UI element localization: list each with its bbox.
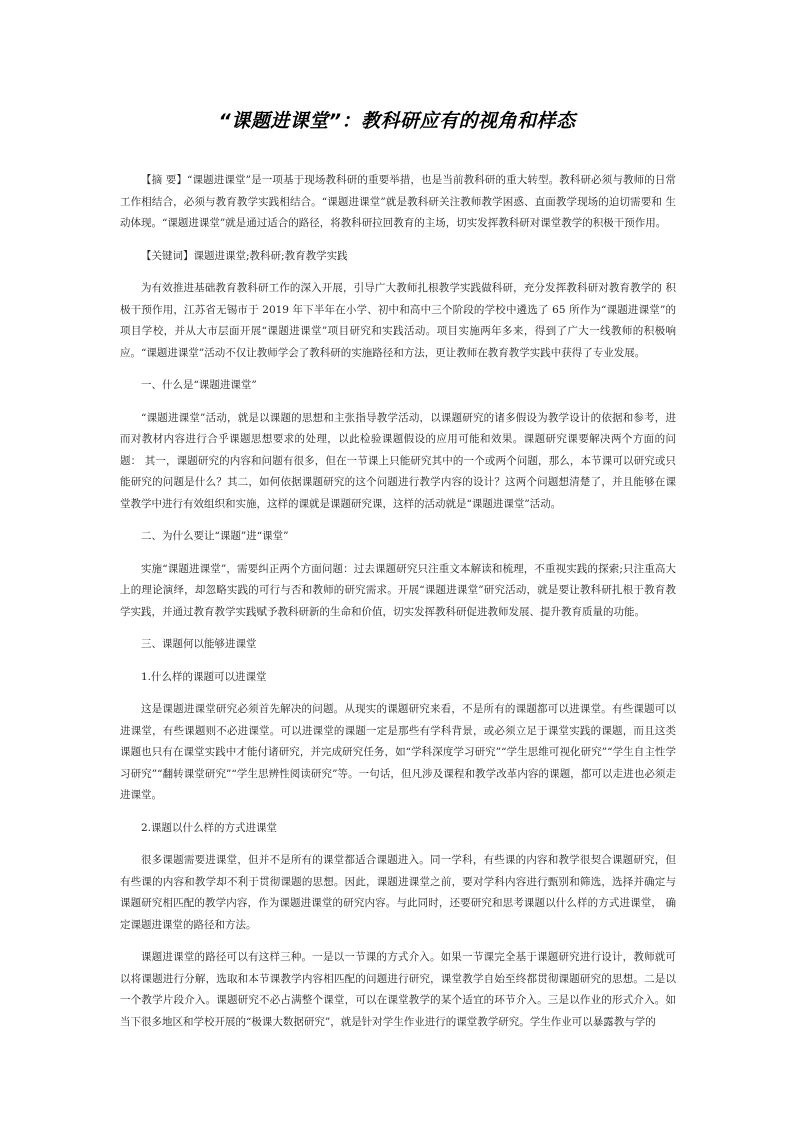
document-title: “课题进课堂”：教科研应有的视角和样态 <box>218 110 576 132</box>
subsection-paragraph-2: 很多课题需要进课堂，但并不是所有的课堂都适合课题进入。同一学科，有些课的内容和教学很契合课题研究，但有些课的内容和教学却不利于贯彻课题的思想。因此，课题进课堂之前，要对学科内容进行甄别和筛选，选择并确定与课题研究相匹配的教学内容，作为课题进课堂的研究内容。与此同时，还要研究和思考课题以什么样的方式进课堂， 确定课题进课堂的路径和方法。 <box>120 854 676 931</box>
section-paragraph-2: 实施“课题进课堂”，需要纠正两个方面问题：过去课题研究只注重文本解读和梳理，不重视实践的探索;只注重高大上的理论演绎，却忽略实践的可行与否和教师的研究需求。开展“课题进课堂”研究活动，就是要让教科研扎根于教育教学实践，并通过教育教学实践赋予教科研新的生命和价值，切实发挥教科研促进教师发展、提升教育质量的功能。 <box>120 562 676 618</box>
section-paragraph-1: “课题进课堂”活动，就是以课题的思想和主张指导教学活动，以课题研究的诸多假设为教学设计的依据和参考，进而对教材内容进行合乎课题思想要求的处理，以此检验课题假设的应用可能和效果。课题研究课要解决两个方面的问题： 其一，课题研究的内容和问题有很多，但在一节课上只能研究其中的一个或两个问题，那么，本节课可以研究或只能研究的问题是什么？其二，如何依据课题研究的这个问题进行教学内容的设计？这两个问题想清楚了，并且能够在课堂教学中进行有效组织和实施，这样的课就是课题研究课，这样的活动就是“课题进课堂”活动。 <box>120 411 676 510</box>
intro-paragraph: 为有效推进基础教育教科研工作的深入开展，引导广大教师扎根教学实践做科研，充分发挥教科研对教育教学的 积极干预作用，江苏省无锡市于 2019 年下半年在小学、初中和高中三个阶段的学校中遴选了 65 所作为“课题进课堂”的项目学校，并从大市层面开展“课题进课堂”项目研究和实践活动。项目实施两年多来，得到了广大一线教师的积极响应。“课题进课堂”活动不仅让教师学会了教科研的实施路径和方法，更让教师在教育教学实践中获得了专业发展。 <box>120 282 676 359</box>
section-heading-3: 三、课题何以能够进课堂 <box>141 638 257 650</box>
document-body <box>120 170 676 1044</box>
section-heading-2: 二、为什么要让“课题”进“课堂” <box>141 530 289 542</box>
section-heading-1: 一、什么是“课题进课堂” <box>141 379 257 391</box>
subsection-heading-2: 2.课题以什么样的方式进课堂 <box>141 821 278 834</box>
subsection-heading-1: 1.什么样的课题可以进课堂 <box>141 670 267 683</box>
subsection-paragraph-3: 课题进课堂的路径可以有这样三种。一是以一节课的方式介入。如果一节课完全基于课题研究进行设计，教师就可以将课题进行分解，选取和本节课教学内容相匹配的问题进行研究，课堂教学自始至终都贯彻课题研究的思想。二是以一个教学片段介入。课题研究不必占满整个课堂，可以在课堂教学的某个适宜的环节介入。三是以作业的形式介入。如当下很多地区和学校开展的“极课大数据研究”，就是针对学生作业进行的课堂教学研究。学生作业可以暴露教与学的 <box>120 951 676 1028</box>
abstract-paragraph: 【摘 要】“课题进课堂”是一项基于现场教科研的重要举措，也是当前教科研的重大转型。教科研必须与教师的日常工作相结合，必须与教育教学实践相结合。“课题进课堂”就是教科研关注教师教学困惑、直面教学现场的迫切需要和 生动体现。“课题进课堂”就是通过适合的路径，将教科研拉回教育的主场，切实发挥教科研对课堂教学的积极干预作用。 <box>120 174 676 229</box>
keywords-paragraph: 【关键词】课题进课堂;教科研;教育教学实践 <box>141 249 348 262</box>
subsection-paragraph-1: 这是课题进课堂研究必须首先解决的问题。从现实的课题研究来看，不是所有的课题都可以进课堂。有些课题可以进课堂，有些课题则不必进课堂。可以进课堂的课题一定是那些有学科背景，或必须立足于课堂实践的课题，而且这类课题也只有在课堂实践中才能付诸研究，并完成研究任务，如“学科深度学习研究”“学生思维可视化研究”“学生自主性学习研究”“翻转课堂研究”“学生思辨性阅读研究”等。一句话，但凡涉及课程和教学改革内容的课题，都可以走进也必须走进课堂。 <box>120 703 676 801</box>
